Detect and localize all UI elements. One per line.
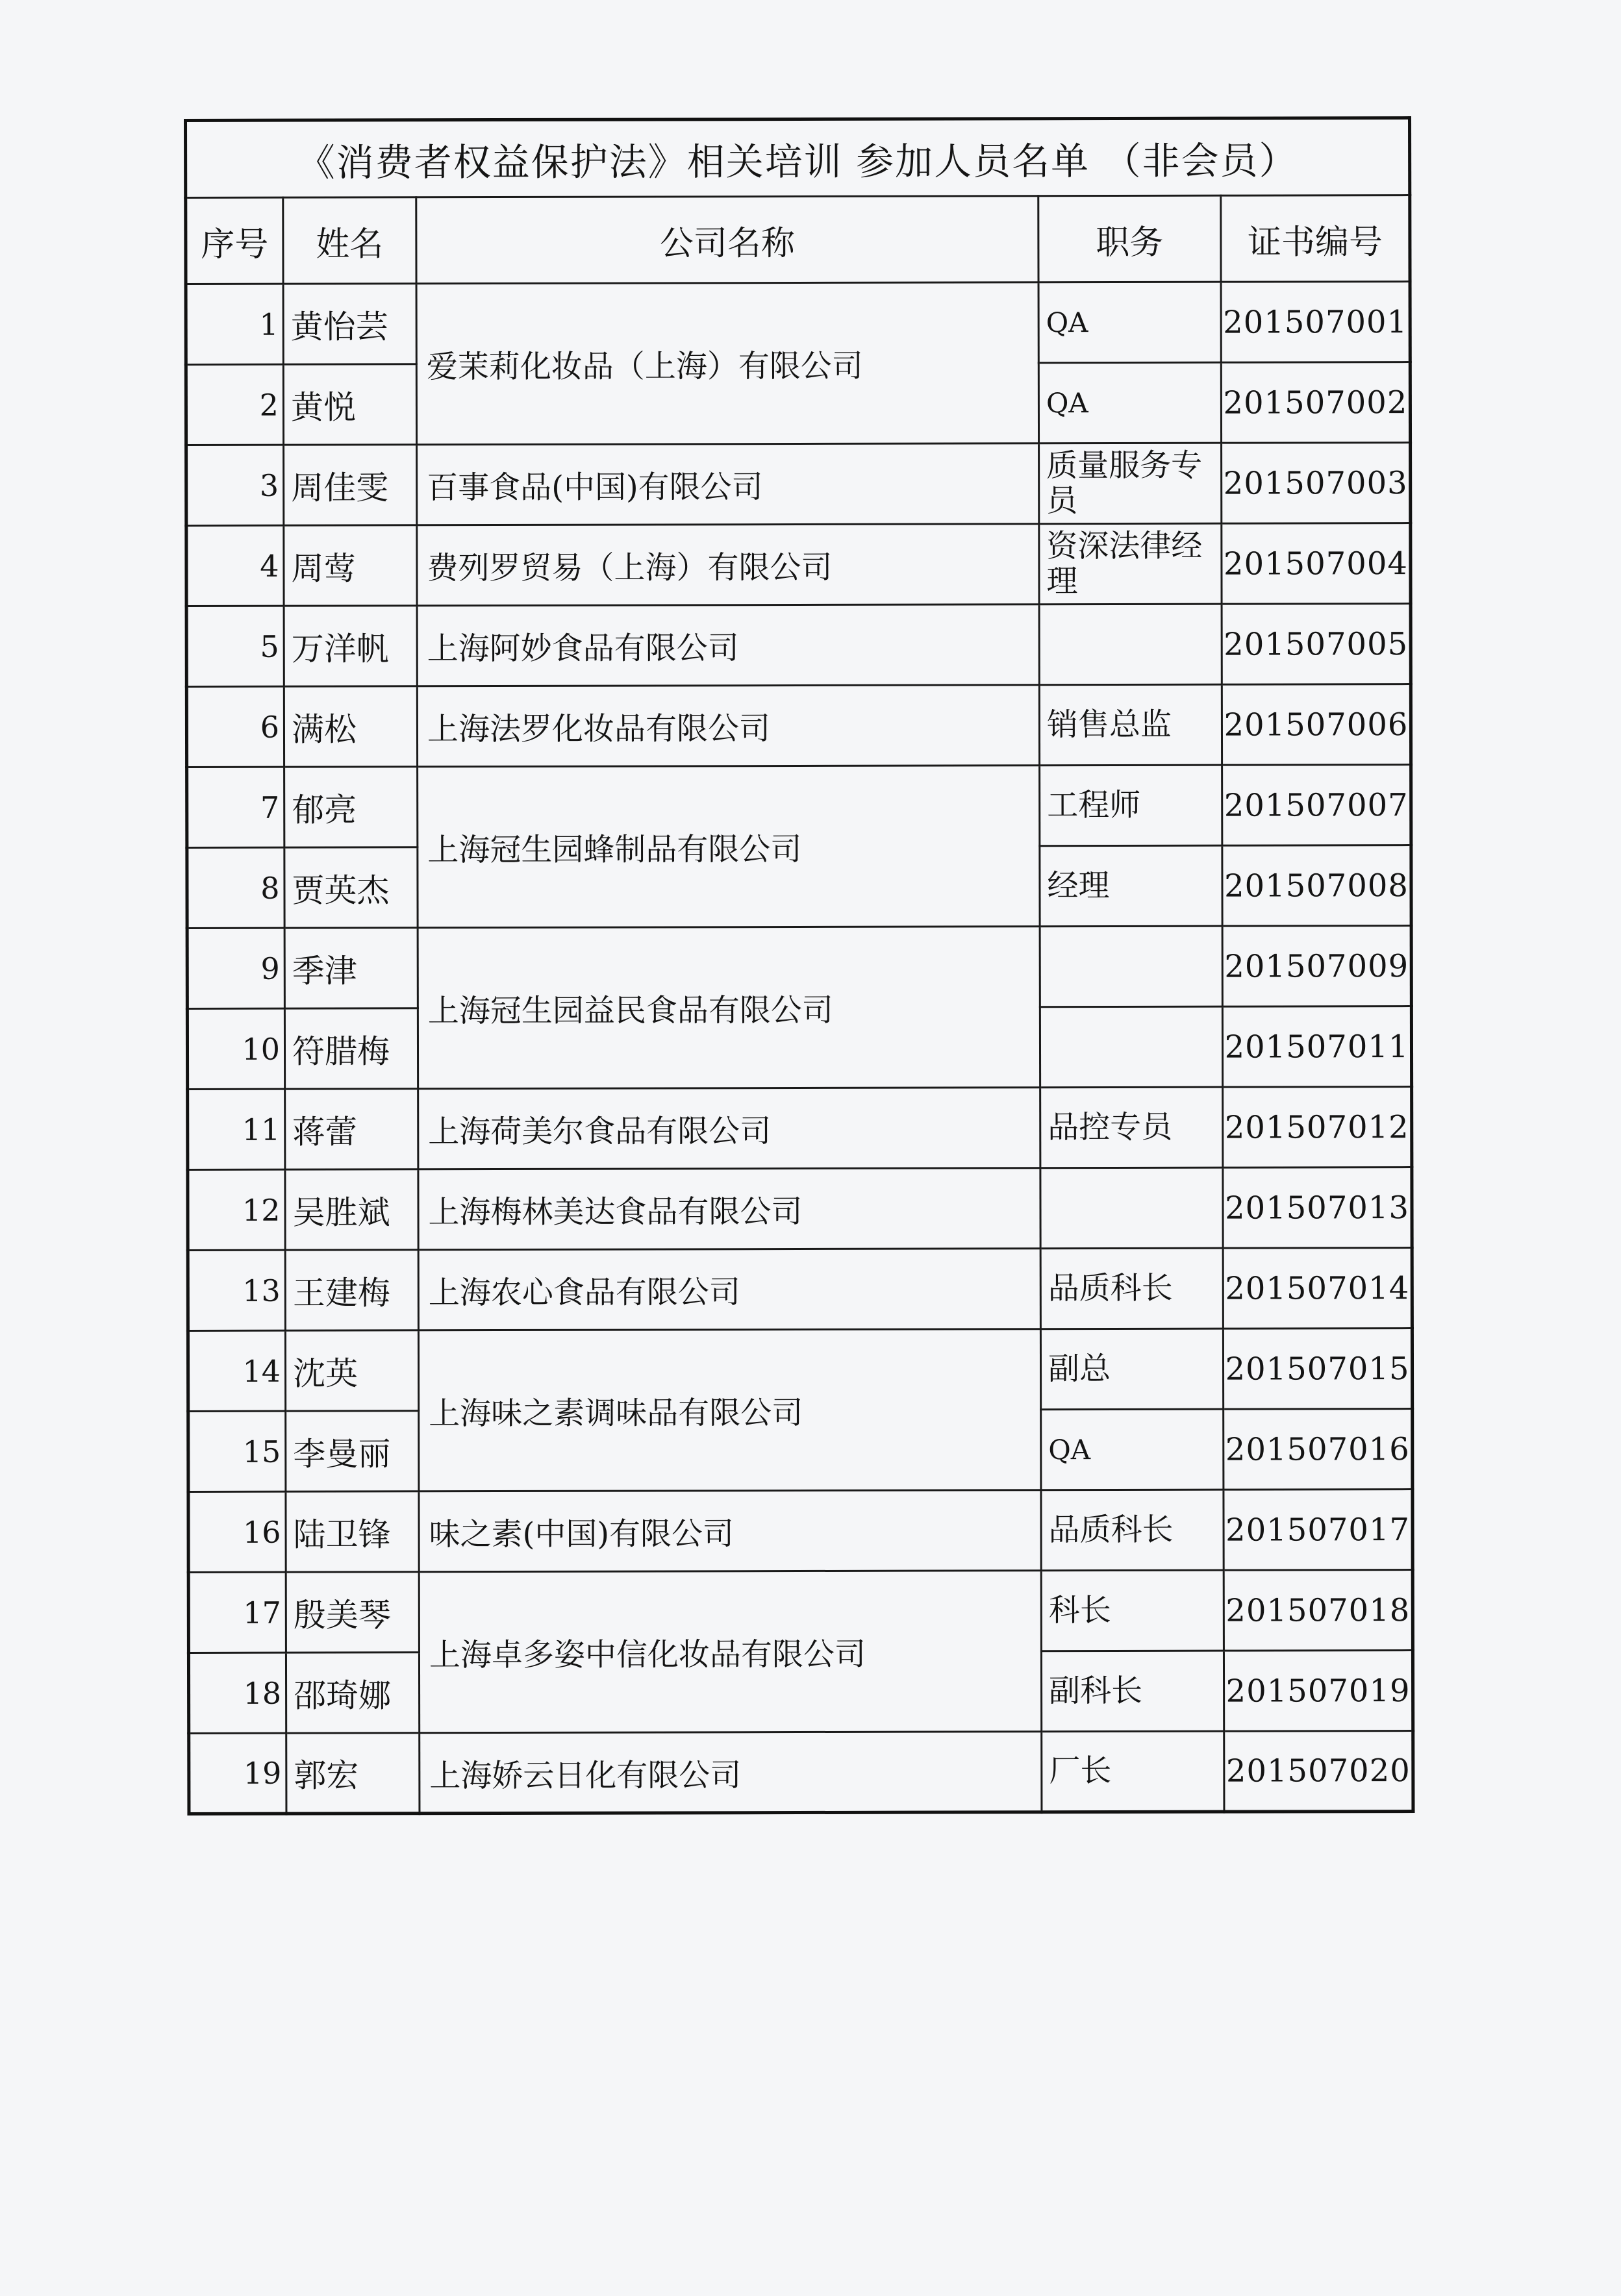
company-name: 上海阿妙食品有限公司 xyxy=(417,605,1039,686)
company-name: 费列罗贸易（上海）有限公司 xyxy=(417,524,1039,606)
header-name: 姓名 xyxy=(283,197,416,284)
company-name: 上海娇云日化有限公司 xyxy=(420,1732,1042,1814)
certificate-number: 201507018 xyxy=(1224,1570,1413,1651)
table-row xyxy=(186,523,1411,606)
position: 副总 xyxy=(1040,1329,1223,1410)
attendee-name: 黄怡芸 xyxy=(283,284,416,364)
certificate-number: 201507019 xyxy=(1224,1651,1413,1732)
table-row xyxy=(186,443,1411,526)
table-row xyxy=(188,1087,1412,1170)
certificate-number: 201507016 xyxy=(1224,1409,1413,1490)
certificate-number: 201507011 xyxy=(1222,1006,1411,1088)
row-number: 13 xyxy=(188,1250,285,1330)
certificate-number: 201507012 xyxy=(1223,1087,1412,1168)
table-row xyxy=(188,1248,1412,1331)
position: 销售总监 xyxy=(1039,684,1222,766)
row-number: 18 xyxy=(188,1653,286,1733)
position: 质量服务专员 xyxy=(1039,443,1222,524)
position: 资深法律经理 xyxy=(1039,523,1222,605)
position: 工程师 xyxy=(1040,765,1222,846)
row-number: 7 xyxy=(187,767,284,847)
attendee-name: 蒋蕾 xyxy=(285,1089,418,1169)
company-name: 上海农心食品有限公司 xyxy=(418,1249,1040,1330)
row-number: 19 xyxy=(189,1733,286,1814)
row-number: 2 xyxy=(186,364,283,445)
position: QA xyxy=(1038,362,1221,443)
attendee-name: 周莺 xyxy=(284,525,417,606)
attendee-name: 黄悦 xyxy=(283,364,416,445)
attendee-name: 万洋帆 xyxy=(284,606,417,686)
table-row xyxy=(186,604,1411,687)
company-name: 上海荷美尔食品有限公司 xyxy=(418,1088,1040,1169)
position: 品质科长 xyxy=(1041,1490,1224,1571)
table-row xyxy=(188,1329,1412,1412)
table-row xyxy=(189,1731,1413,1814)
certificate-number: 201507009 xyxy=(1222,926,1411,1007)
header-no: 序号 xyxy=(186,197,283,284)
position: 品控专员 xyxy=(1040,1087,1223,1168)
table-row xyxy=(186,282,1410,365)
certificate-number: 201507013 xyxy=(1223,1167,1412,1249)
certificate-number: 201507003 xyxy=(1222,443,1411,524)
row-number: 15 xyxy=(188,1411,286,1491)
table-row xyxy=(188,1570,1413,1653)
position xyxy=(1040,926,1222,1007)
attendee-name: 邵琦娜 xyxy=(286,1653,419,1733)
certificate-number: 201507015 xyxy=(1223,1329,1412,1410)
attendee-name: 季津 xyxy=(284,928,418,1008)
position: 品质科长 xyxy=(1040,1248,1223,1329)
attendee-name: 周佳雯 xyxy=(284,445,417,525)
certificate-number: 201507007 xyxy=(1222,765,1411,846)
attendee-name: 贾英杰 xyxy=(284,847,418,928)
company-name: 上海冠生园蜂制品有限公司 xyxy=(418,766,1040,928)
position: QA xyxy=(1041,1409,1224,1490)
attendee-name: 符腊梅 xyxy=(284,1008,418,1089)
attendee-name: 沈英 xyxy=(285,1330,418,1411)
row-number: 9 xyxy=(187,928,284,1008)
header-cert: 证书编号 xyxy=(1221,195,1410,282)
position xyxy=(1040,1006,1222,1088)
certificate-number: 201507002 xyxy=(1221,362,1410,443)
row-number: 8 xyxy=(187,847,284,928)
table-title: 《消费者权益保护法》相关培训 参加人员名单 （非会员） xyxy=(186,118,1410,198)
attendee-name: 陆卫锋 xyxy=(286,1491,419,1572)
company-name: 上海梅林美达食品有限公司 xyxy=(418,1168,1040,1250)
row-number: 14 xyxy=(188,1330,285,1411)
company-name: 上海卓多姿中信化妆品有限公司 xyxy=(419,1571,1042,1733)
position: 厂长 xyxy=(1042,1731,1224,1812)
attendee-name: 殷美琴 xyxy=(286,1572,419,1653)
attendee-name: 郁亮 xyxy=(284,767,418,847)
row-number: 6 xyxy=(186,686,284,767)
certificate-number: 201507006 xyxy=(1222,684,1411,766)
certificate-number: 201507017 xyxy=(1224,1490,1413,1571)
attendee-name: 王建梅 xyxy=(285,1250,418,1330)
certificate-number: 201507005 xyxy=(1222,604,1411,685)
table-row xyxy=(187,765,1411,848)
row-number: 3 xyxy=(186,445,284,525)
company-name: 上海冠生园益民食品有限公司 xyxy=(418,927,1040,1089)
certificate-number: 201507004 xyxy=(1222,523,1411,605)
attendee-name: 吴胜斌 xyxy=(285,1169,418,1250)
attendee-name: 满松 xyxy=(284,686,417,767)
certificate-number: 201507014 xyxy=(1223,1248,1412,1329)
table-row xyxy=(188,1490,1413,1573)
position: 副科长 xyxy=(1041,1651,1224,1732)
attendee-table xyxy=(184,116,1414,1816)
roster-sheet xyxy=(184,116,1411,1816)
attendee-name: 郭宏 xyxy=(286,1733,420,1814)
attendee-name: 李曼丽 xyxy=(286,1411,419,1491)
row-number: 17 xyxy=(188,1572,286,1653)
position: 经理 xyxy=(1040,845,1222,927)
row-number: 16 xyxy=(188,1491,286,1572)
row-number: 1 xyxy=(186,284,283,364)
row-number: 5 xyxy=(186,606,284,686)
position xyxy=(1040,1167,1223,1249)
position: 科长 xyxy=(1041,1570,1224,1651)
header-company: 公司名称 xyxy=(416,196,1038,284)
company-name: 百事食品(中国)有限公司 xyxy=(417,443,1039,525)
table-row xyxy=(188,1167,1412,1251)
certificate-number: 201507001 xyxy=(1221,282,1410,363)
row-number: 11 xyxy=(188,1089,285,1169)
company-name: 爱茉莉化妆品（上海）有限公司 xyxy=(416,282,1039,445)
company-name: 上海味之素调味品有限公司 xyxy=(418,1329,1041,1491)
row-number: 10 xyxy=(187,1008,284,1089)
certificate-number: 201507020 xyxy=(1224,1731,1413,1812)
header-position: 职务 xyxy=(1038,195,1221,282)
company-name: 上海法罗化妆品有限公司 xyxy=(417,685,1039,767)
table-row xyxy=(187,926,1411,1009)
row-number: 4 xyxy=(186,525,284,606)
position xyxy=(1039,604,1222,685)
company-name: 味之素(中国)有限公司 xyxy=(419,1490,1041,1572)
certificate-number: 201507008 xyxy=(1222,845,1411,927)
table-row xyxy=(186,684,1411,767)
position: QA xyxy=(1038,282,1221,363)
row-number: 12 xyxy=(188,1169,285,1250)
